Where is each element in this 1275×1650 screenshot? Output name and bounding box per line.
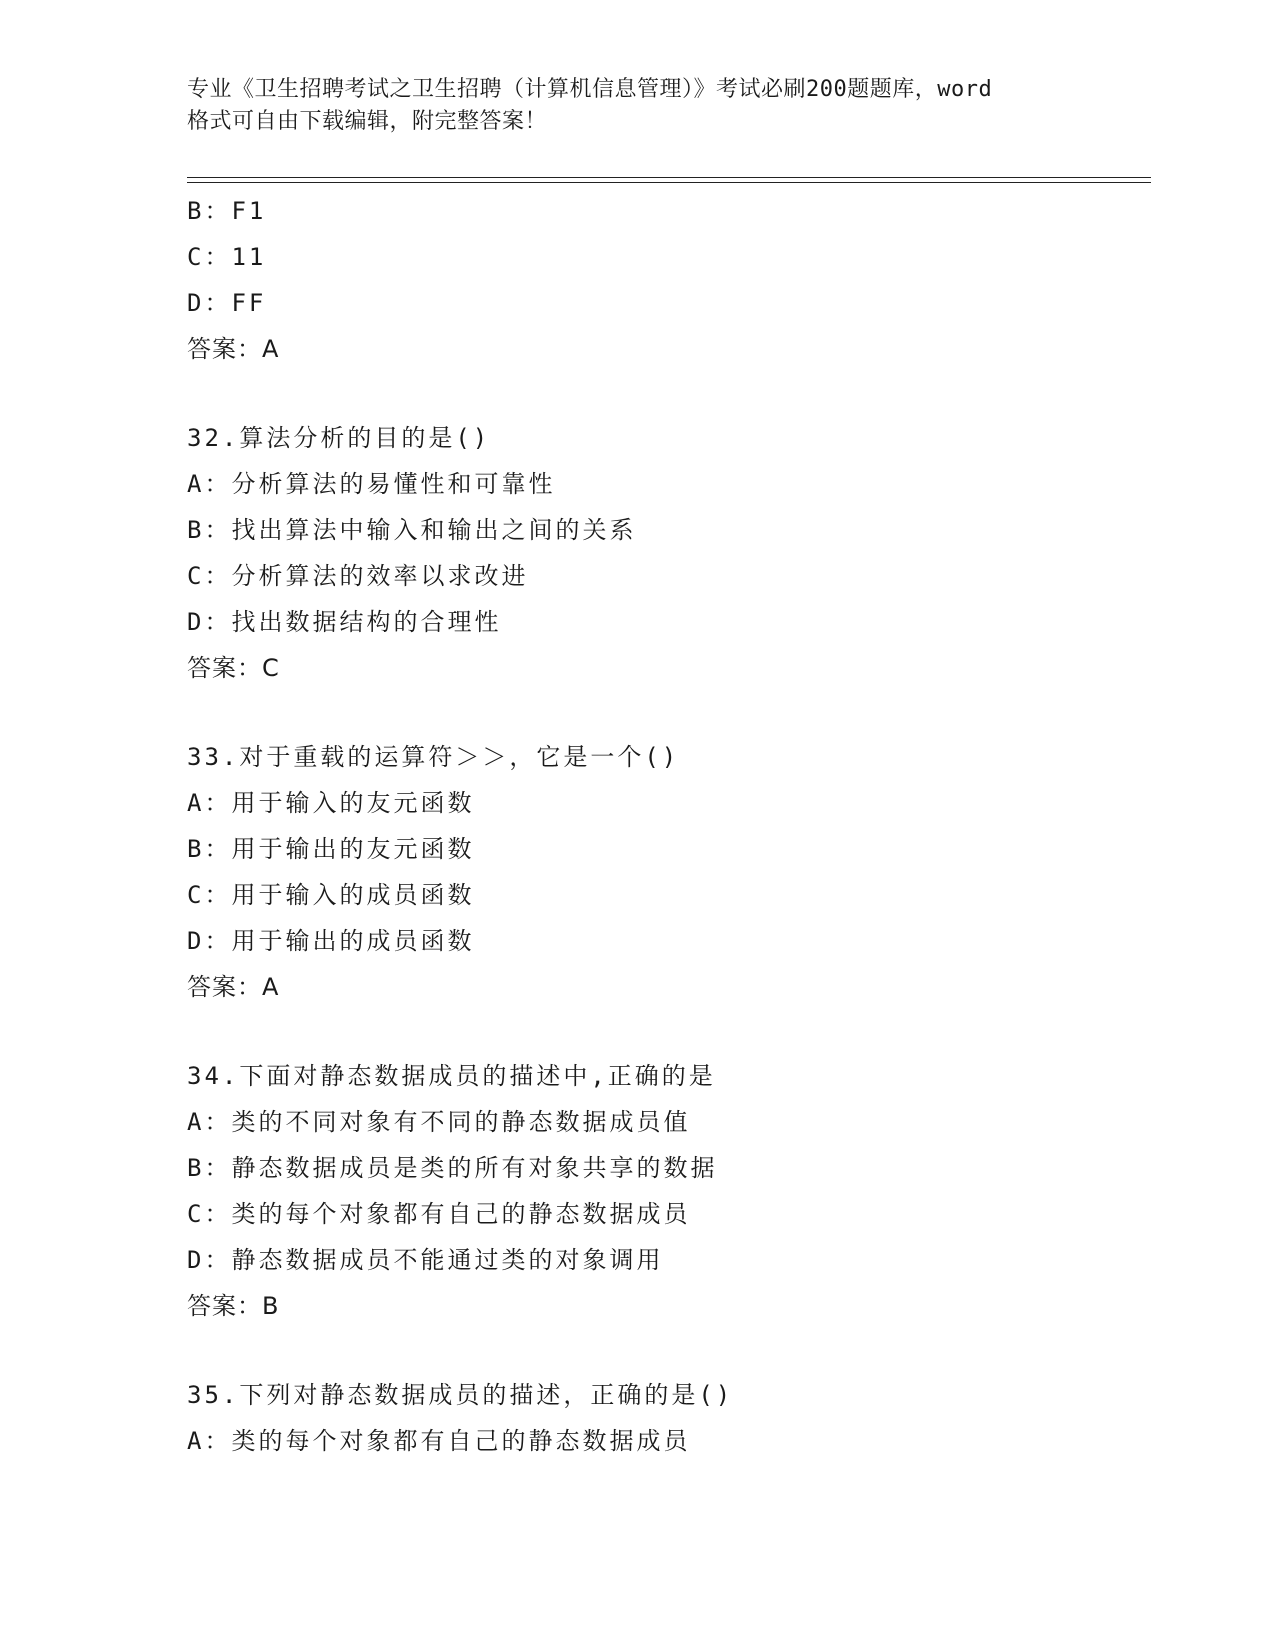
- option-a: A：类的每个对象都有自己的静态数据成员: [187, 1427, 691, 1455]
- option-c: C：11: [187, 243, 267, 271]
- header-title-line-1: 专业《卫生招聘考试之卫生招聘（计算机信息管理）》考试必刷200题题库，word: [187, 77, 993, 102]
- spacer: [187, 1329, 1151, 1372]
- option-d: D：用于输出的成员函数: [187, 927, 475, 955]
- option-b: B：用于输出的友元函数: [187, 835, 475, 863]
- header-divider-bottom: [187, 182, 1151, 183]
- option-a: A：分析算法的易懂性和可靠性: [187, 470, 556, 498]
- option-c: C：用于输入的成员函数: [187, 881, 475, 909]
- answer-line: 答案：C: [187, 654, 280, 682]
- answer-line: 答案：B: [187, 1292, 280, 1320]
- option-d: D：FF: [187, 289, 267, 317]
- header-divider-top: [187, 177, 1151, 178]
- option-c: C：类的每个对象都有自己的静态数据成员: [187, 1200, 691, 1228]
- answer-line: 答案：A: [187, 973, 280, 1001]
- spacer: [187, 1010, 1151, 1053]
- question-34: [187, 1053, 1151, 1329]
- question-35: [187, 1372, 1151, 1464]
- option-a: A：类的不同对象有不同的静态数据成员值: [187, 1108, 691, 1136]
- header-title-line-2: 格式可自由下载编辑，附完整答案！: [187, 109, 548, 134]
- answer-line: 答案：A: [187, 335, 280, 363]
- option-c: C：分析算法的效率以求改进: [187, 562, 529, 590]
- option-d: D：静态数据成员不能通过类的对象调用: [187, 1246, 664, 1274]
- question-33: [187, 734, 1151, 1010]
- question-stem: 33.对于重载的运算符＞＞，它是一个(): [187, 743, 680, 771]
- spacer: [187, 372, 1151, 415]
- question-32: [187, 415, 1151, 691]
- question-list: [187, 188, 1151, 1464]
- question-stem: 35.下列对静态数据成员的描述，正确的是(): [187, 1381, 734, 1409]
- option-d: D：找出数据结构的合理性: [187, 608, 502, 636]
- question-stem: 34.下面对静态数据成员的描述中,正确的是: [187, 1062, 716, 1090]
- option-b: B：F1: [187, 197, 267, 225]
- question-stem: 32.算法分析的目的是(): [187, 424, 491, 452]
- document-header: [187, 74, 1087, 138]
- option-a: A：用于输入的友元函数: [187, 789, 475, 817]
- spacer: [187, 691, 1151, 734]
- option-b: B：找出算法中输入和输出之间的关系: [187, 516, 637, 544]
- option-b: B：静态数据成员是类的所有对象共享的数据: [187, 1154, 718, 1182]
- question-continued: [187, 188, 1151, 372]
